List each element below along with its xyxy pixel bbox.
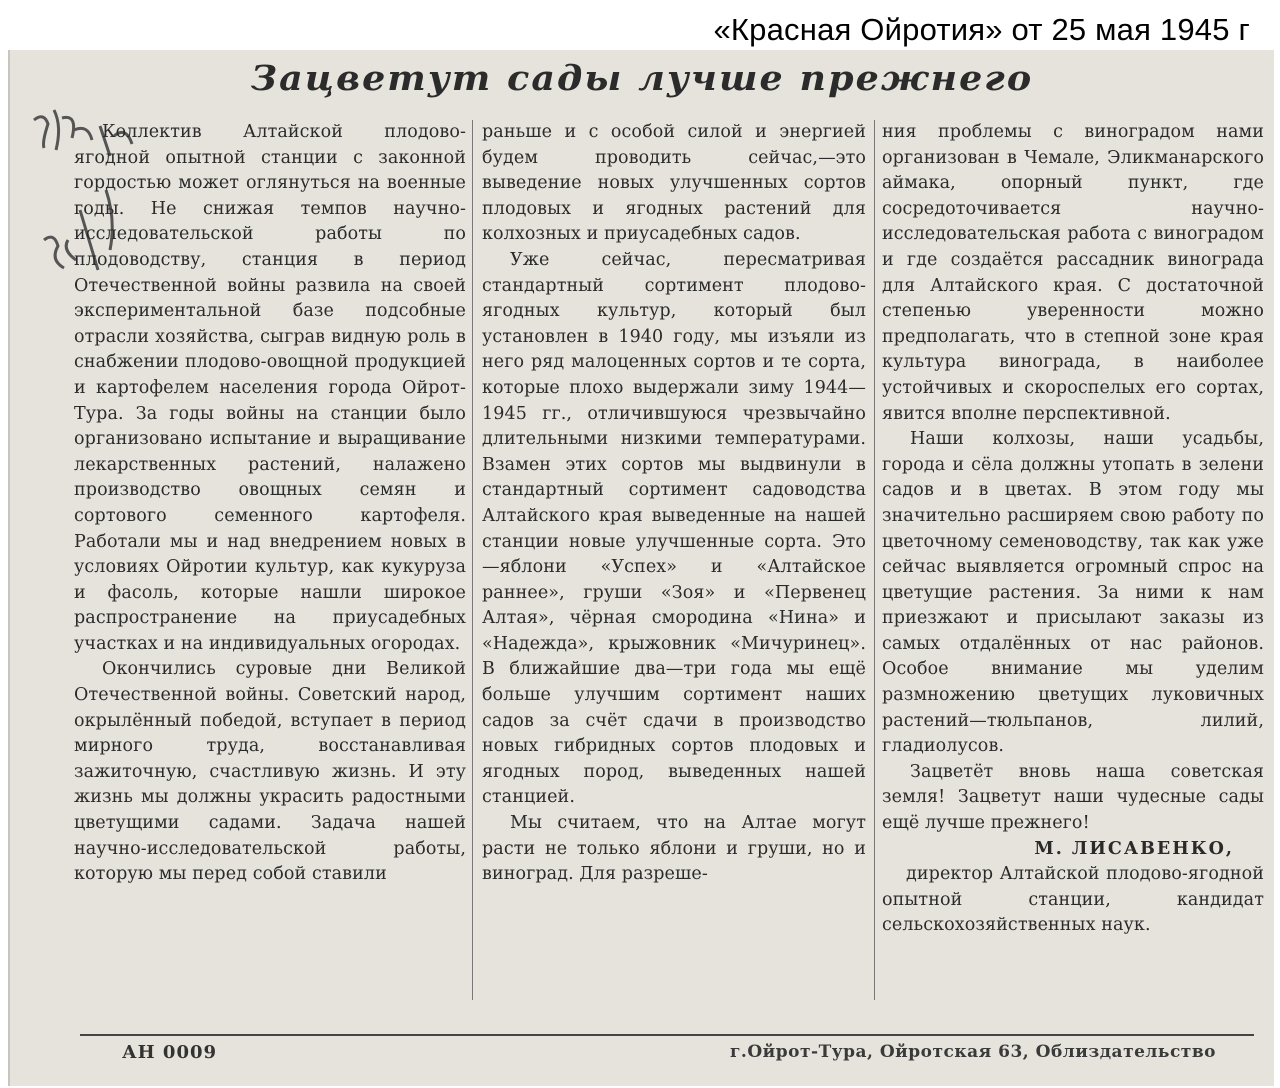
- paragraph: раньше и с особой силой и энергией будем проводить сейчас,—это выведение новых улучшенных сортов плодовых и ягодных растений для колхозных и приусадебных садов.: [482, 122, 866, 245]
- footer-print-code: АН 0009: [122, 1042, 218, 1063]
- paragraph: Окончились суровые дни Великой Отечественной войны. Советский народ, окрылённый победой, вступает в период мирного труда, восстанавливая зажиточную, счастливую жизнь. И эту жизнь мы должны украсить радостными цветущими садами. Задача нашей научно-исследовательской работы, которую мы перед собой ставили: [74, 659, 466, 885]
- newspaper-clipping: [8, 50, 1274, 1086]
- footer-rule: [80, 1034, 1254, 1036]
- paragraph: Наши колхозы, наши усадьбы, города и сёла должны утопать в зелени садов и в цветах. В этом году мы значительно расширяем свою работу по цветочному семеноводству, так как уже сейчас выявляется огромный спрос на цветущие растения. За ними к нам приезжают и присылают заказы из самых отдалённых от нас районов. Особое внимание мы уделим размножению цветущих луковичных растений—тюльпанов, лилий, гладиолусов.: [882, 429, 1264, 757]
- article-column-3: [882, 120, 1264, 939]
- photo-caption: «Красная Ойротия» от 25 мая 1945 г: [713, 12, 1250, 47]
- article-column-1: [74, 120, 466, 888]
- paragraph: Зацветёт вновь наша советская земля! Зацветут наши чудесные сады ещё лучше прежнего!: [882, 761, 1264, 834]
- paragraph: Коллектив Алтайской плодово-ягодной опытной станции с законной гордостью может оглянуться на военные годы. Не снижая темпов научно-исследовательской работы по плодоводству, станция в период Отечественной войны развила на своей экспериментальной базе подсобные отрасли хозяйства, сыграв видную роль в снабжении плодово-овощной продукцией и картофелем населения города Ойрот-Тура. За годы войны на станции было организовано испытание и выращивание лекарственных растений, налажено производство овощных семян и сортового семенного картофеля. Работали мы и над внедрением новых в условиях Ойротии культур, как кукуруза и фасоль, которые нашли широкое распространение на приусадебных участках и на индивидуальных огородах.: [74, 122, 466, 654]
- paragraph: Уже сейчас, пересматривая стандартный сортимент плодово-ягодных культур, который был установлен в 1940 году, мы изъяли из него ряд малоценных сортов и те сорта, которые плохо выдержали зиму 1944—1945 гг., отличившуюся чрезвычайно длительными низкими температурами. Взамен этих сортов мы выдвинули в стандартный сортимент садоводства Алтайского края выведенные на нашей станции новые улучшенные сорта. Это—яблони «Успех» и «Алтайское раннее», груши «Зоя» и «Первенец Алтая», чёрная смородина «Нина» и «Надежда», крыжовник «Мичуринец». В ближайшие два—три года мы ещё больше улучшим сортимент наших садов за счёт сдачи в производство новых гибридных сортов плодовых и ягодных пород, выведенных нашей станцией.: [482, 249, 866, 808]
- paragraph: ния проблемы с виноградом нами организован в Чемале, Эликманарского аймака, опорный пункт, где сосредоточивается научно-исследовательская работа с виноградом и где создаётся рассадник винограда для Алтайского края. С достаточной степенью уверенности можно предполагать, что в степной зоне края культура винограда, в наиболее устойчивых и скороспелых его сортах, явится вполне перспективной.: [882, 122, 1264, 424]
- column-divider: [874, 120, 875, 1000]
- paragraph: Мы считаем, что на Алтае могут расти не только яблони и груши, но и виноград. Для разреше-: [482, 813, 866, 885]
- column-divider: [472, 120, 473, 1000]
- article-column-2: [482, 120, 866, 888]
- author-name: М. ЛИСАВЕНКО,: [1034, 838, 1234, 859]
- article-headline: Зацветут сады лучше прежнего: [250, 58, 1034, 99]
- author-role: директор Алтайской плодово-ягодной опытной станции, кандидат сельскохозяйственных наук.: [882, 864, 1264, 936]
- footer-publisher: г.Ойрот-Тура, Ойротская 63, Облиздательство: [730, 1042, 1216, 1062]
